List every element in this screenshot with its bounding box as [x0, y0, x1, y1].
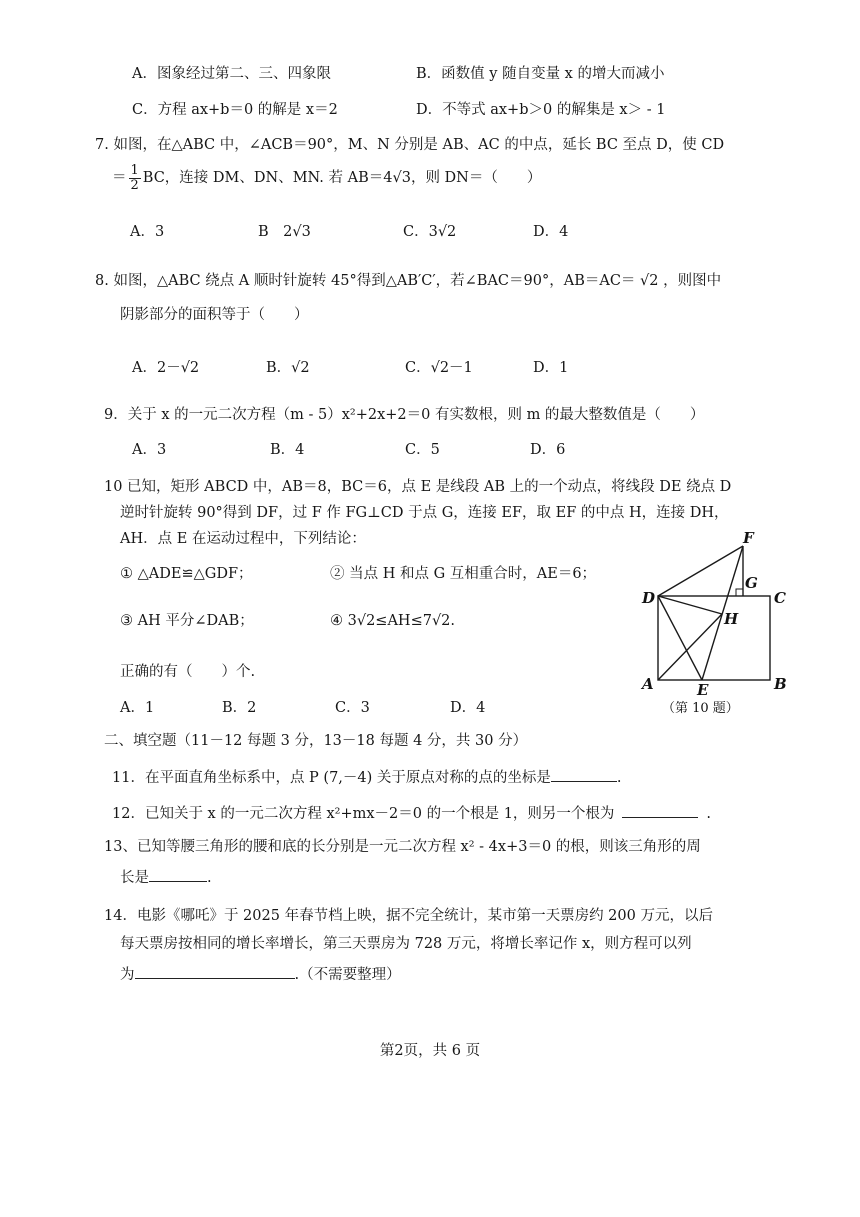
q7-stem-line2 [112, 164, 541, 192]
q13-stem-line1: 13、已知等腰三角形的腰和底的长分别是一元二次方程 x² - 4x+3＝0 的根，则该三角形的周 [104, 839, 701, 855]
q10-statement-4: ④ 3√2≤AH≤7√2. [330, 613, 456, 629]
q12-line [112, 803, 711, 823]
segment-dh [658, 596, 722, 614]
label-b: B [774, 675, 787, 693]
q7-option-d: D．4 [533, 224, 569, 240]
q10-ask: 正确的有（ ）个. [120, 664, 256, 680]
q10-stem-line1: 10 已知，矩形 ABCD 中，AB＝8，BC＝6，点 E 是线段 AB 上的一个动点，将线段 DE 绕点 D [104, 479, 732, 495]
q10-statement-3: ③ AH 平分∠DAB； [120, 613, 254, 629]
q10-option-b: B．2 [222, 700, 257, 716]
label-e: E [697, 681, 709, 699]
q8-stem-line1: 8. 如图，△ABC 绕点 A 顺时针旋转 45°得到△AB′C′，若∠BAC＝90°，AB＝AC＝ √2 ，则图中 [95, 273, 722, 289]
q10-stem-line3: AH．点 E 在运动过程中，下列结论： [120, 531, 366, 547]
q8-option-c: C．√2－1 [405, 360, 473, 376]
q7-stem-rest: BC，连接 DM、DN、MN. 若 AB＝4√3，则 DN＝（ ） [142, 170, 542, 187]
q13-tail: . [207, 870, 212, 886]
q9-option-c: C．5 [405, 442, 440, 458]
q10-figure [630, 530, 800, 720]
q8-option-d: D．1 [533, 360, 569, 376]
q10-statement-1: ① △ADE≌△GDF； [120, 566, 253, 582]
label-c: C [774, 589, 786, 607]
q6-option-c: C．方程 ax+b＝0 的解是 x＝2 [132, 102, 338, 118]
q7-option-c: C．3√2 [403, 224, 457, 240]
segment-de [658, 596, 702, 680]
q9-stem: 9．关于 x 的一元二次方程（m - 5）x²+2x+2＝0 有实数根，则 m 的最大整数值是（ ） [104, 407, 705, 423]
page-footer: 第2页，共 6 页 [379, 1043, 481, 1059]
rectangle-abcd [658, 596, 770, 680]
q8-option-b: B．√2 [266, 360, 310, 376]
q7-option-a: A．3 [130, 224, 165, 240]
q8-option-a: A．2－√2 [132, 360, 200, 376]
q14-answer-blank [135, 964, 295, 979]
q11-tail: . [616, 770, 622, 786]
q12-tail: . [706, 806, 712, 822]
right-angle-mark [736, 589, 743, 596]
q13-answer-blank [149, 867, 207, 882]
q10-option-d: D．4 [450, 700, 486, 716]
q10-option-a: A．1 [120, 700, 155, 716]
q10-option-c: C．3 [335, 700, 370, 716]
q11-stem: 11．在平面直角坐标系中，点 P (7,－4) 关于原点对称的点的坐标是 [112, 770, 551, 786]
q14-line3 [120, 964, 401, 984]
q7-fraction [129, 164, 141, 192]
q11-answer-blank [551, 767, 617, 782]
label-f: F [743, 530, 754, 547]
q14-stem-line2: 每天票房按相同的增长率增长，第三天票房为 728 万元，将增长率记作 x，则方程可以列 [120, 936, 692, 952]
q9-option-a: A．3 [132, 442, 167, 458]
section-2-heading: 二、填空题（11－12 每题 3 分，13－18 每题 4 分，共 30 分） [104, 733, 528, 749]
label-h: H [724, 610, 739, 628]
q9-option-b: B．4 [270, 442, 305, 458]
label-d: D [642, 589, 656, 607]
q10-stem-line2: 逆时针旋转 90°得到 DF，过 F 作 FG⊥CD 于点 G，连接 EF，取 EF 的中点 H，连接 DH， [120, 505, 729, 521]
q7-stem-line1: 7. 如图，在△ABC 中，∠ACB＝90°，M、N 分别是 AB、AC 的中点，延长 BC 至点 D，使 CD [95, 137, 725, 153]
label-g: G [745, 574, 758, 592]
q12-stem: 12．已知关于 x 的一元二次方程 x²+mx－2＝0 的一个根是 1，则另一个根为 [112, 806, 615, 822]
q14-tail: .（不需要整理） [294, 967, 401, 983]
q9-option-d: D．6 [530, 442, 566, 458]
q7-equals: ＝ [112, 170, 127, 187]
q10-caption: （第 10 题） [662, 701, 739, 716]
q14-stem-line3: 为 [120, 967, 135, 983]
q7-option-b: B 2√3 [258, 224, 311, 240]
q6-option-b: B．函数值 y 随自变量 x 的增大而减小 [416, 66, 665, 82]
q11-line [112, 767, 622, 787]
q7-fraction-denominator: 2 [130, 177, 139, 193]
q8-stem-line2: 阴影部分的面积等于（ ） [120, 307, 309, 323]
q13-line2 [120, 867, 212, 887]
q10-statement-2: ② 当点 H 和点 G 互相重合时，AE＝6； [330, 566, 597, 582]
q13-stem-line2: 长是 [120, 870, 149, 886]
q7-fraction-numerator: 1 [130, 163, 139, 178]
q6-option-d: D．不等式 ax+b＞0 的解集是 x＞ - 1 [416, 102, 666, 118]
q14-stem-line1: 14．电影《哪吒》于 2025 年春节档上映，据不完全统计，某市第一天票房约 200 万元，以后 [104, 908, 713, 924]
label-a: A [642, 675, 654, 693]
q6-option-a: A．图象经过第二、三、四象限 [132, 66, 331, 82]
q12-answer-blank [622, 803, 698, 818]
